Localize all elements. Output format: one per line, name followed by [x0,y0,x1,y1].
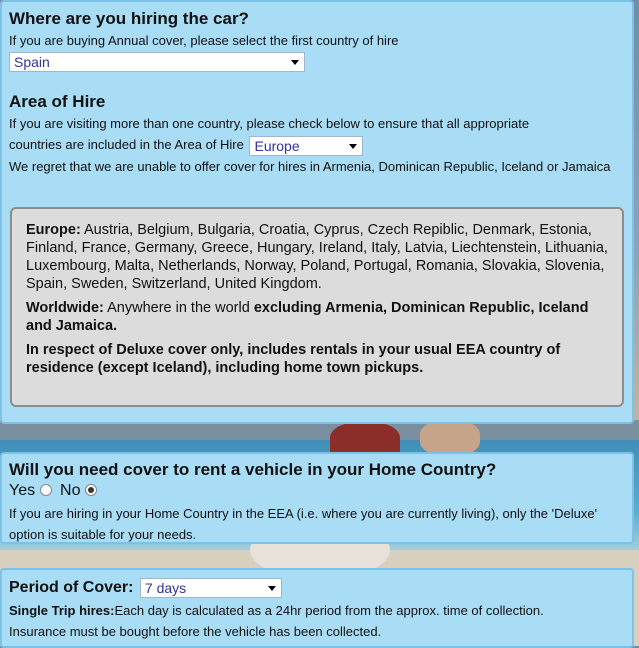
country-select-value: Spain [14,54,50,70]
home-country-panel [0,452,634,544]
hire-location-title: Where are you hiring the car? [9,9,249,28]
area-of-hire-text-line2 [9,134,625,156]
yes-radio[interactable] [40,484,52,496]
area-select[interactable] [249,136,363,156]
no-radio[interactable] [85,484,97,496]
chevron-down-icon [349,144,357,149]
period-select-value: 7 days [144,579,187,596]
period-row [9,576,625,600]
europe-countries [26,221,608,293]
chevron-down-icon [291,60,299,65]
home-country-note: If you are hiring in your Home Country in the EEA (i.e. where you are currently living), only the 'Deluxe' option is suitable for your needs. [9,506,598,542]
period-label: Period of Cover: [9,579,134,596]
area-of-hire-text-line2-label: countries are included in the Area of Hire [9,137,244,152]
yes-label: Yes [9,482,36,499]
single-trip-label: Single Trip hires: [9,603,115,618]
single-trip-text: Each day is calculated as a 24hr period from the approx. time of collection. [114,603,544,618]
area-select-value: Europe [254,137,300,154]
europe-text: Austria, Belgium, Bulgaria, Croatia, Cyprus, Czech Repiblic, Denmark, Estonia, Finland, France, Germany, Greece, Hungary, Ireland, Italy, Latvia, Liechtenstein, Lithuania, Luxembourg, Malta, Netherlands, Norway, Poland, Portugal, Romania, Slovakia, Slovenia, Spain, Sweden, Switzerland, United Kingdom. [26,222,608,292]
deluxe-note-text: In respect of Deluxe cover only, includes rentals in your usual EEA country of residence (except Iceland), including home town pickups. [26,342,561,376]
worldwide-label: Worldwide: [26,300,104,316]
period-select[interactable] [140,578,282,598]
country-select[interactable] [9,52,305,72]
area-of-hire-text-line1: If you are visiting more than one country, please check below to ensure that all appropriate [9,116,530,131]
single-trip-info [9,600,625,621]
worldwide-exclusions: excluding Armenia, Dominican Republic, Iceland and Jamaica. [26,300,589,334]
area-of-hire-title: Area of Hire [9,92,106,111]
home-country-options [9,481,625,501]
no-label: No [60,482,81,499]
area-info-box [10,207,624,407]
insurance-note: Insurance must be bought before the vehicle has been collected. [9,624,382,639]
europe-label: Europe: [26,222,81,238]
worldwide-info [26,299,608,335]
hire-location-subtitle: If you are buying Annual cover, please select the first country of hire [9,33,399,48]
period-panel [0,568,634,648]
home-country-title: Will you need cover to rent a vehicle in your Home Country? [9,460,497,479]
worldwide-text: Anywhere in the world [107,300,250,316]
chevron-down-icon [268,586,276,591]
regret-notice: We regret that we are unable to offer cover for hires in Armenia, Dominican Republic, Iceland or Jamaica [9,158,611,174]
deluxe-note [26,341,608,377]
